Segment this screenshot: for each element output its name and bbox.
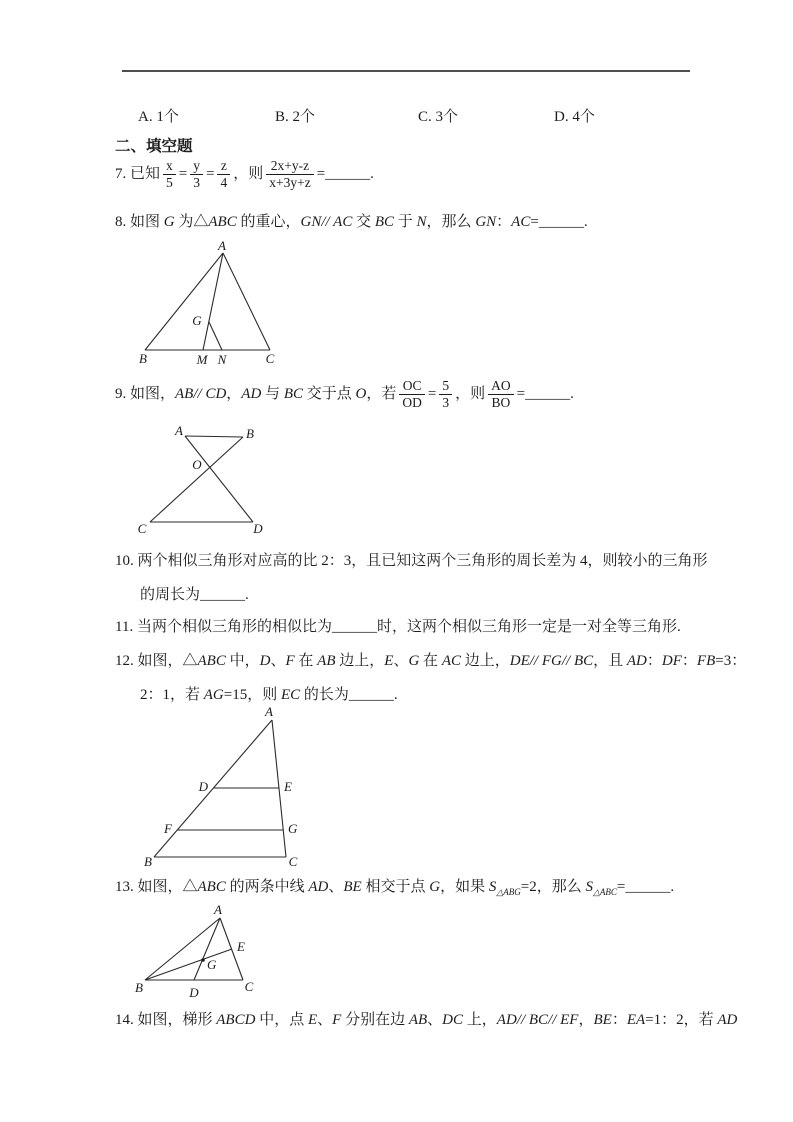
text-segment: 在 <box>294 653 318 669</box>
text-segment: 中，点 <box>255 1012 308 1028</box>
text-segment: 相交于点 <box>361 879 430 895</box>
d13-label-a: A <box>214 902 222 917</box>
text-segment: = <box>178 165 188 182</box>
text-segment: ABC <box>197 653 226 669</box>
d8-side-ac <box>223 253 270 350</box>
text-segment: 交 <box>352 214 375 230</box>
fraction <box>190 158 203 191</box>
text-segment: AB <box>317 653 336 669</box>
text-segment: 的重心， <box>236 214 301 230</box>
text-segment: AC <box>441 653 461 669</box>
text-segment: AD <box>241 385 262 402</box>
text-segment: AD <box>308 879 329 895</box>
text-segment: GN <box>475 214 497 230</box>
problem-14 <box>115 1010 737 1031</box>
text-segment: 中， <box>225 653 260 669</box>
text-segment: O <box>355 385 367 402</box>
text-segment: // <box>516 1012 526 1028</box>
text-segment: // <box>561 653 571 669</box>
text-segment: // <box>548 1012 557 1028</box>
text-segment: EC <box>280 687 301 703</box>
text-segment: 14. 如图，梯形 <box>115 1012 217 1028</box>
d13-label-c: C <box>244 979 254 994</box>
text-segment: =15，则 <box>223 687 281 703</box>
text-segment: 为△ <box>174 214 209 230</box>
text-segment: . <box>670 879 675 895</box>
d8-label-b: B <box>139 351 147 366</box>
text-segment: 7. 已知 <box>115 165 161 182</box>
fraction <box>439 378 452 411</box>
problem-12-diagram <box>140 702 305 874</box>
text-segment: . <box>393 687 398 703</box>
text-segment: EA <box>626 1012 646 1028</box>
problem-13-diagram <box>135 902 265 1000</box>
fraction-numerator: AO <box>488 378 514 395</box>
d8-label-n: N <box>217 352 227 367</box>
text-segment: AB <box>408 1012 428 1028</box>
text-segment: 、 <box>270 653 286 669</box>
d13-median-be <box>145 949 232 980</box>
fraction-denominator: BO <box>491 394 511 410</box>
problem-10-line-2 <box>140 585 249 606</box>
text-segment: BC <box>283 385 303 402</box>
text-segment: ______ <box>625 879 671 895</box>
d12-label-f: F <box>164 821 172 836</box>
text-segment: N <box>416 214 427 230</box>
d8-median-am <box>203 253 223 350</box>
text-segment: . <box>570 385 574 402</box>
choice-options-row <box>0 105 793 126</box>
d13-label-g: G <box>207 957 217 972</box>
text-segment: DC <box>442 1012 464 1028</box>
text-segment: ，则 <box>233 165 264 182</box>
text-segment: 的两条中线 <box>225 879 309 895</box>
text-segment: FB <box>696 653 716 669</box>
text-segment: 边上， <box>460 653 510 669</box>
fraction-numerator: OC <box>399 378 425 395</box>
d9-segment-ab <box>185 436 243 437</box>
text-segment: G <box>429 879 441 895</box>
fraction-denominator: x+3y+z <box>269 174 311 190</box>
text-segment: BC <box>570 653 594 669</box>
text-segment: DF <box>661 653 682 669</box>
text-segment: = <box>530 214 539 230</box>
text-segment: AC <box>511 214 531 230</box>
problem-13 <box>115 877 674 899</box>
problem-8 <box>115 212 588 233</box>
d12-label-c: C <box>288 854 298 869</box>
text-segment: FG <box>538 653 562 669</box>
text-segment: // <box>193 385 202 402</box>
fraction-denominator: 5 <box>166 174 173 190</box>
text-segment: ______ <box>325 165 371 182</box>
text-segment: = <box>205 165 215 182</box>
fraction-numerator: y <box>190 158 203 175</box>
text-segment: ABC <box>197 879 226 895</box>
text-segment: // <box>321 214 330 230</box>
d13-centroid-dot <box>201 958 205 962</box>
text-segment: ______ <box>200 587 246 603</box>
problem-11 <box>115 617 681 638</box>
text-segment: 、 <box>427 1012 443 1028</box>
text-segment: ： <box>611 1012 627 1028</box>
text-segment: 交于点 <box>302 385 356 402</box>
text-segment: ，如果 <box>440 879 489 895</box>
text-segment: 的周长为 <box>140 587 201 603</box>
d8-label-g: G <box>192 313 202 328</box>
text-segment: E <box>307 1012 318 1028</box>
fraction <box>399 378 425 411</box>
d8-label-a: A <box>218 238 226 253</box>
text-segment: S <box>585 879 593 895</box>
text-segment: 于 <box>394 214 417 230</box>
choice-a: A. 1个 <box>138 109 179 125</box>
text-segment: BE <box>593 1012 612 1028</box>
text-segment: EF <box>556 1012 579 1028</box>
text-segment: = <box>516 385 526 402</box>
text-segment: ， <box>226 385 242 402</box>
text-segment: . <box>370 165 374 182</box>
text-segment: =2，那么 <box>520 879 586 895</box>
text-segment: = <box>316 165 326 182</box>
text-segment: DE <box>509 653 530 669</box>
text-segment: GN <box>300 214 322 230</box>
text-segment: 边上， <box>335 653 385 669</box>
d9-label-a: A <box>175 423 183 438</box>
text-segment: 的长为 <box>300 687 349 703</box>
text-segment: 10. 两个相似三角形对应高的比 2：3，且已知这两个三角形的周长差为 4，则较小的三角形 <box>115 553 708 569</box>
text-segment: BC <box>374 214 395 230</box>
d9-label-b: B <box>246 426 254 441</box>
text-segment: BE <box>343 879 362 895</box>
d8-segment-gn <box>209 322 222 350</box>
text-segment: ______ <box>348 687 394 703</box>
text-segment: 9. 如图， <box>115 385 176 402</box>
top-rule <box>122 70 690 72</box>
text-segment: S <box>488 879 497 895</box>
text-segment: ______ <box>331 619 377 635</box>
text-segment: AD <box>626 653 647 669</box>
d13-label-b: B <box>135 980 143 995</box>
problem-7 <box>115 158 374 191</box>
text-segment: 、 <box>317 1012 333 1028</box>
section-heading: 二、填空题 <box>115 138 193 155</box>
text-segment: // <box>529 653 539 669</box>
text-segment: 上， <box>463 1012 497 1028</box>
fraction <box>163 158 176 191</box>
problem-10-line-1 <box>115 551 708 572</box>
text-segment: 在 <box>419 653 442 669</box>
fraction <box>488 378 514 411</box>
text-segment: 分别在边 <box>341 1012 409 1028</box>
text-segment: BC <box>525 1012 549 1028</box>
text-segment: =1：2，若 <box>645 1012 718 1028</box>
choice-d: D. 4个 <box>554 109 595 125</box>
fraction-numerator: x <box>163 158 176 175</box>
choice-c: C. 3个 <box>418 109 459 125</box>
d9-label-d: D <box>253 521 263 536</box>
text-segment: =3： <box>715 653 747 669</box>
fraction-denominator: 3 <box>442 394 450 410</box>
text-segment: F <box>285 653 295 669</box>
text-segment: = <box>616 879 626 895</box>
problem-9 <box>115 378 574 411</box>
text-segment: 8. 如图 <box>115 214 164 230</box>
d9-segment-ad <box>185 436 253 522</box>
text-segment: CD <box>201 385 227 402</box>
text-segment: 、 <box>393 653 409 669</box>
text-segment: G <box>163 214 175 230</box>
fraction-denominator: 3 <box>193 174 200 190</box>
d13-label-e: E <box>237 939 245 954</box>
d13-label-d: D <box>189 985 199 1000</box>
text-segment: D <box>259 653 271 669</box>
text-segment: AG <box>203 687 224 703</box>
text-segment: 11. 当两个相似三角形的相似比为 <box>115 619 332 635</box>
problem-12-line-1 <box>115 651 746 672</box>
d12-label-b: B <box>144 854 152 869</box>
fraction-denominator: 4 <box>220 174 228 190</box>
text-segment: ，那么 <box>426 214 476 230</box>
problem-8-diagram <box>130 240 290 372</box>
text-segment: AC <box>329 214 353 230</box>
problem-9-diagram <box>135 425 270 537</box>
text-segment: 2：1，若 <box>140 687 204 703</box>
fraction-numerator: z <box>217 158 230 175</box>
d8-label-m: M <box>196 352 208 367</box>
text-segment: ，若 <box>366 385 397 402</box>
text-segment: 、 <box>328 879 344 895</box>
fraction <box>217 158 230 191</box>
d12-label-d: D <box>198 779 208 794</box>
text-segment: ： <box>646 653 662 669</box>
fraction <box>266 158 313 191</box>
fraction-denominator: OD <box>402 394 422 410</box>
text-segment: 13. 如图，△ <box>115 879 198 895</box>
text-segment: ，则 <box>455 385 486 402</box>
text-segment: . <box>245 587 249 603</box>
d9-label-o: O <box>192 457 202 472</box>
d12-label-e: E <box>284 779 292 794</box>
text-segment: E <box>384 653 394 669</box>
text-segment: ______ <box>525 385 571 402</box>
text-segment: ABC <box>208 214 237 230</box>
text-segment: △ABC <box>592 887 617 897</box>
text-segment: △ABG <box>496 887 521 897</box>
text-segment: ： <box>496 214 512 230</box>
text-segment: = <box>427 385 437 402</box>
text-segment: ______ <box>538 214 584 230</box>
text-segment: 时，这两个相似三角形一定是一对全等三角形. <box>376 619 681 635</box>
d9-label-c: C <box>137 521 147 536</box>
d8-side-ab <box>145 253 223 350</box>
text-segment: . <box>583 214 588 230</box>
text-segment: ： <box>681 653 697 669</box>
text-segment: ABCD <box>216 1012 256 1028</box>
choice-b: B. 2个 <box>275 109 316 125</box>
text-segment: G <box>408 653 420 669</box>
fraction-numerator: 2x+y-z <box>266 158 313 175</box>
text-segment: ， <box>578 1012 594 1028</box>
d12-label-g: G <box>288 821 298 836</box>
text-segment: AD <box>496 1012 517 1028</box>
text-segment: 与 <box>261 385 284 402</box>
fraction-numerator: 5 <box>439 378 452 395</box>
d8-label-c: C <box>265 351 275 366</box>
text-segment: F <box>332 1012 342 1028</box>
d12-label-a: A <box>265 704 273 719</box>
text-segment: AD <box>717 1012 738 1028</box>
text-segment: ，且 <box>593 653 627 669</box>
text-segment: AB <box>175 385 194 402</box>
text-segment: 12. 如图，△ <box>115 653 198 669</box>
